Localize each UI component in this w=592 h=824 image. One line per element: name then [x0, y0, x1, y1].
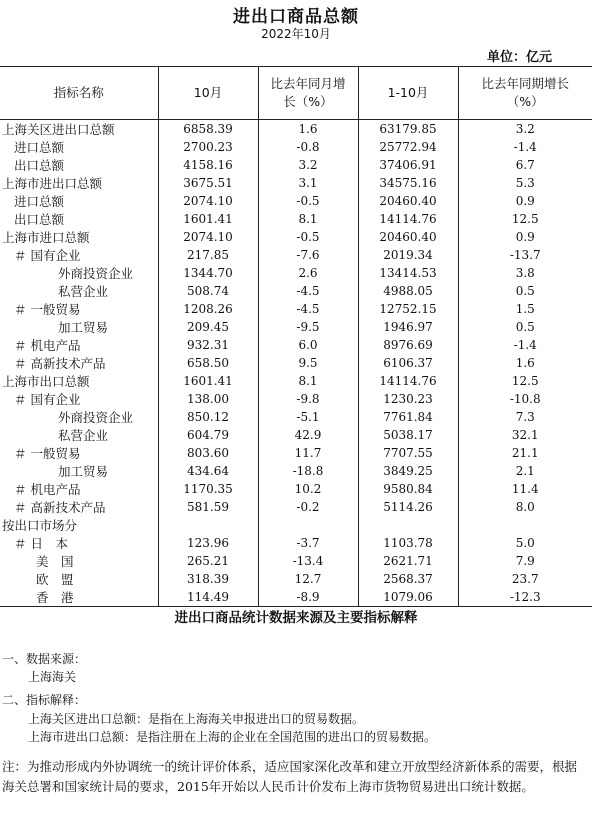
ytd-value: 7707.55 — [358, 444, 458, 462]
ytd-value: 4988.05 — [358, 282, 458, 300]
ytd-value: 2019.34 — [358, 246, 458, 264]
ytd-growth: 12.5 — [458, 210, 592, 228]
table-row — [0, 264, 592, 282]
month-growth: -9.8 — [258, 390, 358, 408]
row-label: 出口总额 — [14, 158, 65, 173]
ytd-value: 25772.94 — [358, 138, 458, 156]
month-growth: 42.9 — [258, 426, 358, 444]
month-value: 1344.70 — [158, 264, 258, 282]
ytd-value: 5114.26 — [358, 498, 458, 516]
table-row — [0, 138, 592, 156]
row-label: 外商投资企业 — [58, 266, 134, 281]
ytd-value: 2568.37 — [358, 570, 458, 588]
ytd-growth — [458, 516, 592, 534]
table-row — [0, 354, 592, 372]
row-label: ＃ 机电产品 — [14, 482, 81, 497]
row-label: 私营企业 — [58, 428, 109, 443]
ytd-growth: 6.7 — [458, 156, 592, 174]
table-body — [0, 120, 592, 607]
month-growth: -0.5 — [258, 192, 358, 210]
month-value: 581.59 — [158, 498, 258, 516]
month-growth: -0.8 — [258, 138, 358, 156]
table-header-row — [0, 67, 592, 120]
month-value: 2074.10 — [158, 192, 258, 210]
table-row — [0, 300, 592, 318]
ytd-growth: 0.5 — [458, 282, 592, 300]
row-label: 加工贸易 — [58, 320, 109, 335]
ytd-value: 7761.84 — [358, 408, 458, 426]
table-row — [0, 318, 592, 336]
month-growth: 6.0 — [258, 336, 358, 354]
table-row — [0, 390, 592, 408]
ytd-value: 1230.23 — [358, 390, 458, 408]
row-label: 香 港 — [0, 588, 158, 607]
month-value — [158, 516, 258, 534]
ytd-value: 20460.40 — [358, 192, 458, 210]
table-row — [0, 444, 592, 462]
month-value: 434.64 — [158, 462, 258, 480]
row-label: 上海市进出口总额 — [2, 176, 103, 191]
row-label: 出口总额 — [14, 212, 65, 227]
ytd-growth: 12.5 — [458, 372, 592, 390]
ytd-value: 34575.16 — [358, 174, 458, 192]
month-growth: -4.5 — [258, 300, 358, 318]
row-label: 上海关区进出口总额 — [2, 122, 115, 137]
month-value: 217.85 — [158, 246, 258, 264]
month-growth — [258, 516, 358, 534]
month-growth: -5.1 — [258, 408, 358, 426]
month-value: 2700.23 — [158, 138, 258, 156]
table-row — [0, 228, 592, 246]
ytd-value: 9580.84 — [358, 480, 458, 498]
ytd-growth: 0.9 — [458, 228, 592, 246]
ytd-growth: 5.3 — [458, 174, 592, 192]
month-value: 6858.39 — [158, 120, 258, 139]
row-label: 美 国 — [36, 554, 74, 569]
row-label: 进口总额 — [14, 194, 65, 209]
table-row — [0, 588, 592, 607]
row-label: ＃ 高新技术产品 — [14, 356, 106, 371]
ytd-growth: -12.3 — [458, 588, 592, 607]
ytd-value: 37406.91 — [358, 156, 458, 174]
row-label: ＃ 日 本 — [14, 536, 68, 551]
ytd-growth: 32.1 — [458, 426, 592, 444]
ytd-value: 2621.71 — [358, 552, 458, 570]
month-value: 1208.26 — [158, 300, 258, 318]
month-growth: -18.8 — [258, 462, 358, 480]
row-label: 加工贸易 — [58, 464, 109, 479]
month-value: 604.79 — [158, 426, 258, 444]
header-month-growth: 比去年同月增长（%） — [258, 67, 358, 120]
ytd-value: 3849.25 — [358, 462, 458, 480]
table-row — [0, 336, 592, 354]
month-value: 4158.16 — [158, 156, 258, 174]
ytd-growth: -1.4 — [458, 336, 592, 354]
ytd-growth: 0.9 — [458, 192, 592, 210]
footnote: 注：为推动形成内外协调统一的统计评价体系，适应国家深化改革和建立开放型经济新体系的需要，根据海关总署和国家统计局的要求，2015年开始以人民币计价发布上海市货物贸易进出口统计数据。 — [2, 759, 578, 794]
month-growth: 2.6 — [258, 264, 358, 282]
ytd-growth: -13.7 — [458, 246, 592, 264]
month-growth: 3.2 — [258, 156, 358, 174]
month-growth: 11.7 — [258, 444, 358, 462]
month-growth: -9.5 — [258, 318, 358, 336]
header-month: 10月 — [158, 67, 258, 120]
ytd-value: 20460.40 — [358, 228, 458, 246]
ytd-growth: 1.6 — [458, 354, 592, 372]
row-label: ＃ 高新技术产品 — [14, 500, 106, 515]
table-row — [0, 174, 592, 192]
month-growth: 9.5 — [258, 354, 358, 372]
month-value: 318.39 — [158, 570, 258, 588]
row-label: ＃ 机电产品 — [14, 338, 81, 353]
source-heading: 一、数据来源： — [2, 652, 87, 666]
table-row — [0, 156, 592, 174]
row-label: 外商投资企业 — [58, 410, 134, 425]
month-value: 1170.35 — [158, 480, 258, 498]
row-label: 按出口市场分 — [2, 518, 78, 533]
ytd-growth: 3.2 — [458, 120, 592, 139]
month-growth: 8.1 — [258, 372, 358, 390]
month-value: 138.00 — [158, 390, 258, 408]
month-growth: -8.9 — [258, 588, 358, 607]
row-label: ＃ 国有企业 — [14, 392, 81, 407]
ytd-growth: 8.0 — [458, 498, 592, 516]
ytd-growth: -10.8 — [458, 390, 592, 408]
section-title: 进出口商品统计数据来源及主要指标解释 — [174, 610, 418, 626]
ytd-value: 1946.97 — [358, 318, 458, 336]
month-growth: -0.2 — [258, 498, 358, 516]
month-value: 123.96 — [158, 534, 258, 552]
row-label: 上海市进口总额 — [2, 230, 90, 245]
definition-1: 上海关区进出口总额：是指在上海海关申报进出口的贸易数据。 — [28, 712, 365, 726]
row-label: ＃ 国有企业 — [14, 248, 81, 263]
ytd-value: 63179.85 — [358, 120, 458, 139]
row-label: 私营企业 — [58, 284, 109, 299]
table-row — [0, 498, 592, 516]
month-value: 2074.10 — [158, 228, 258, 246]
ytd-growth: 3.8 — [458, 264, 592, 282]
table-row — [0, 480, 592, 498]
month-value: 850.12 — [158, 408, 258, 426]
header-indicator: 指标名称 — [0, 67, 158, 120]
ytd-value: 1079.06 — [358, 588, 458, 607]
month-growth: 1.6 — [258, 120, 358, 139]
ytd-value: 5038.17 — [358, 426, 458, 444]
month-growth: -13.4 — [258, 552, 358, 570]
month-value: 932.31 — [158, 336, 258, 354]
row-label: 进口总额 — [14, 140, 65, 155]
ytd-value: 14114.76 — [358, 210, 458, 228]
ytd-value: 8976.69 — [358, 336, 458, 354]
row-label: 欧 盟 — [36, 572, 74, 587]
row-label: 上海市出口总额 — [2, 374, 90, 389]
definition-heading: 二、指标解释： — [2, 693, 87, 707]
ytd-growth: 1.5 — [458, 300, 592, 318]
month-value: 1601.41 — [158, 210, 258, 228]
definition-2: 上海市进出口总额：是指注册在上海的企业在全国范围的进出口的贸易数据。 — [28, 730, 437, 744]
month-growth: -3.7 — [258, 534, 358, 552]
table-row — [0, 246, 592, 264]
table-row — [0, 570, 592, 588]
table-row — [0, 426, 592, 444]
ytd-growth: 23.7 — [458, 570, 592, 588]
ytd-growth: 21.1 — [458, 444, 592, 462]
ytd-value — [358, 516, 458, 534]
month-growth: -4.5 — [258, 282, 358, 300]
month-growth: 10.2 — [258, 480, 358, 498]
month-growth: -7.6 — [258, 246, 358, 264]
ytd-growth: 5.0 — [458, 534, 592, 552]
month-value: 1601.41 — [158, 372, 258, 390]
ytd-value: 12752.15 — [358, 300, 458, 318]
month-value: 114.49 — [158, 588, 258, 607]
report-period: 2022年10月 — [261, 27, 331, 41]
ytd-growth: 0.5 — [458, 318, 592, 336]
month-growth: 12.7 — [258, 570, 358, 588]
header-ytd: 1-10月 — [358, 67, 458, 120]
table-row — [0, 462, 592, 480]
table-row — [0, 516, 592, 534]
row-label: ＃ 一般贸易 — [14, 446, 81, 461]
month-growth: 8.1 — [258, 210, 358, 228]
table-row — [0, 210, 592, 228]
ytd-growth: 11.4 — [458, 480, 592, 498]
source-body: 上海海关 — [28, 670, 77, 684]
ytd-value: 1103.78 — [358, 534, 458, 552]
table-row — [0, 282, 592, 300]
month-value: 508.74 — [158, 282, 258, 300]
table-row — [0, 120, 592, 139]
header-ytd-growth: 比去年同期增长（%） — [458, 67, 592, 120]
ytd-growth: 7.9 — [458, 552, 592, 570]
table-row — [0, 408, 592, 426]
month-growth: -0.5 — [258, 228, 358, 246]
table-row — [0, 534, 592, 552]
month-value: 265.21 — [158, 552, 258, 570]
ytd-growth: 2.1 — [458, 462, 592, 480]
unit-label: 单位：亿元 — [486, 50, 552, 65]
row-label: ＃ 一般贸易 — [14, 302, 81, 317]
ytd-value: 6106.37 — [358, 354, 458, 372]
month-value: 3675.51 — [158, 174, 258, 192]
table-row — [0, 192, 592, 210]
trade-table — [0, 66, 592, 607]
ytd-growth: 7.3 — [458, 408, 592, 426]
ytd-growth: -1.4 — [458, 138, 592, 156]
month-growth: 3.1 — [258, 174, 358, 192]
table-row — [0, 552, 592, 570]
month-value: 209.45 — [158, 318, 258, 336]
page-title: 进出口商品总额 — [233, 7, 359, 27]
month-value: 658.50 — [158, 354, 258, 372]
month-value: 803.60 — [158, 444, 258, 462]
ytd-value: 14114.76 — [358, 372, 458, 390]
table-row — [0, 372, 592, 390]
ytd-value: 13414.53 — [358, 264, 458, 282]
